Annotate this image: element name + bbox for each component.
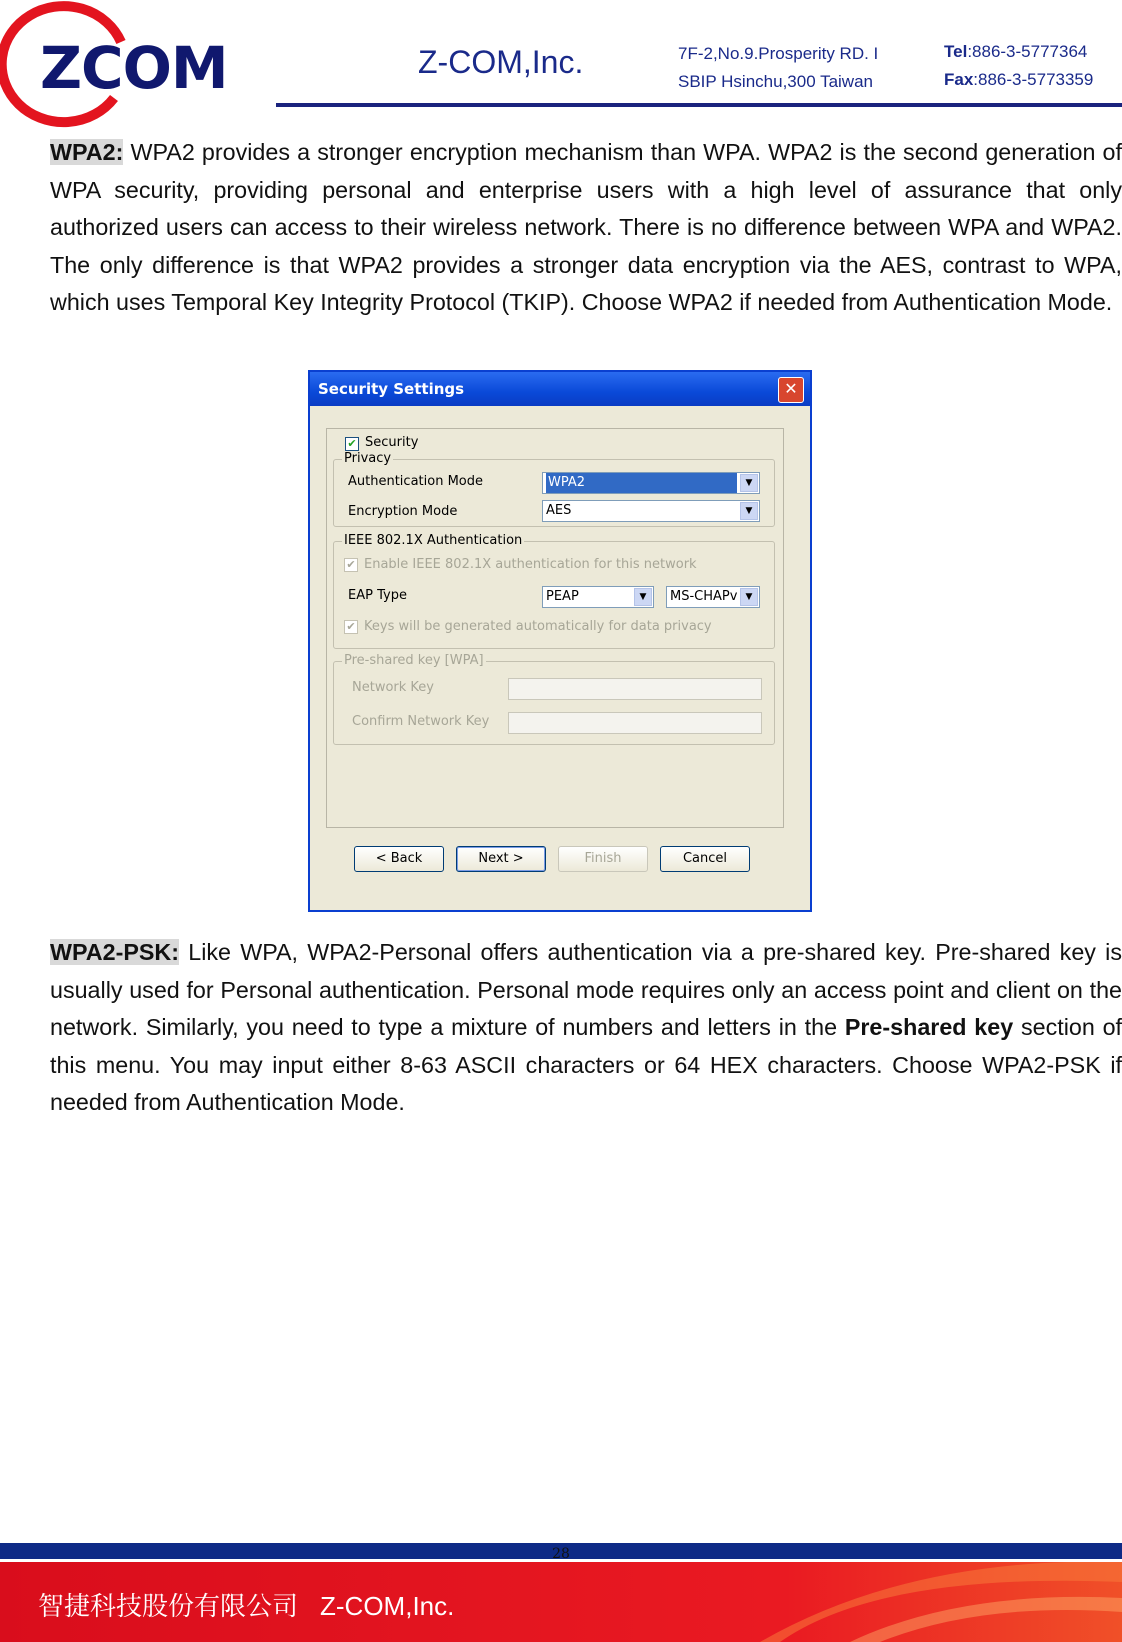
security-checkbox[interactable]: ✔ (345, 437, 359, 451)
finish-button[interactable]: Finish (558, 846, 648, 872)
chevron-down-icon[interactable]: ▼ (634, 588, 652, 606)
address-line-2: SBIP Hsinchu,300 Taiwan (678, 72, 873, 91)
footer-company-cn: 智捷科技股份有限公司 (38, 1591, 299, 1621)
enc-mode-select[interactable] (542, 500, 760, 522)
back-button[interactable]: < Back (354, 846, 444, 872)
footer-company (38, 1586, 454, 1623)
zcom-logo: ZCOM (40, 34, 228, 102)
wpa2-psk-paragraph (50, 934, 1122, 1122)
ieee-group (333, 533, 775, 649)
psk-group-label: Pre-shared key [WPA] (344, 653, 484, 668)
close-icon[interactable]: ✕ (778, 377, 804, 403)
privacy-group (333, 451, 775, 527)
company-name: Z-COM,Inc. (418, 44, 584, 80)
cancel-button[interactable]: Cancel (660, 846, 750, 872)
wpa2-paragraph (50, 134, 1122, 322)
psk-group (333, 653, 775, 745)
wpa2-term: WPA2: (50, 139, 124, 165)
chevron-down-icon[interactable]: ▼ (740, 474, 758, 492)
enc-mode-value: AES (546, 503, 572, 518)
tel-label: Tel (944, 42, 968, 61)
company-contact (944, 38, 1093, 94)
dialog-title-bar (310, 372, 810, 406)
page-number: 28 (552, 1546, 570, 1562)
eap-inner-value: MS-CHAPv (670, 589, 738, 604)
wpa2-psk-description-b: section of this menu. You may input either 8-63 ASCII characters or 64 HEX characters. Choose WPA2-PSK if needed from Authentication Mode. (50, 1014, 1122, 1115)
fax-label: Fax (944, 70, 974, 89)
network-key-field[interactable] (508, 678, 762, 700)
eap-inner-select[interactable] (666, 586, 760, 608)
network-key-label: Network Key (352, 680, 434, 695)
enable-ieee-label: Enable IEEE 802.1X authentication for this network (364, 557, 697, 572)
security-label: Security (365, 435, 419, 450)
confirm-key-label: Confirm Network Key (352, 714, 490, 729)
header-rule (276, 103, 1122, 107)
enc-mode-label: Encryption Mode (348, 504, 458, 519)
keys-auto-label: Keys will be generated automatically for data privacy (364, 619, 712, 634)
enable-ieee-checkbox[interactable]: ✔ (344, 558, 358, 572)
auth-mode-value: WPA2 (546, 473, 737, 493)
dialog-title: Security Settings (318, 380, 465, 398)
company-address (678, 40, 878, 96)
wpa2-psk-term: WPA2-PSK: (50, 939, 179, 965)
keys-auto-checkbox[interactable]: ✔ (344, 620, 358, 634)
footer-swoosh (760, 1562, 1122, 1642)
eap-type-value: PEAP (546, 589, 579, 604)
privacy-group-label: Privacy (344, 451, 392, 466)
auth-mode-select[interactable] (542, 472, 760, 494)
confirm-key-field[interactable] (508, 712, 762, 734)
footer-company-en: Z-COM,Inc. (320, 1591, 455, 1621)
fax-value: :886-3-5773359 (973, 70, 1094, 89)
next-button[interactable]: Next > (456, 846, 546, 872)
eap-type-label: EAP Type (348, 588, 407, 603)
pre-shared-key-term: Pre-shared key (844, 1014, 1014, 1040)
auth-mode-label: Authentication Mode (348, 474, 483, 489)
tel-value: :886-3-5777364 (967, 42, 1088, 61)
address-line-1: 7F-2,No.9.Prosperity RD. I (678, 44, 879, 63)
ieee-group-label: IEEE 802.1X Authentication (344, 533, 523, 548)
eap-type-select[interactable] (542, 586, 654, 608)
wpa2-psk-description-a: Like WPA, WPA2-Personal offers authentication via a pre-shared key. Pre-shared key is usually used for Personal authentication. Personal mode requires only an access point and client on the network. Similarly, you need to type a mixture of numbers and letters in the (50, 939, 1122, 1040)
chevron-down-icon[interactable]: ▼ (740, 502, 758, 520)
wpa2-description: WPA2 provides a stronger encryption mechanism than WPA. WPA2 is the second generation of WPA security, providing personal and enterprise users with a high level of assurance that only authorized users can access to their wireless network. There is no difference between WPA and WPA2. The only difference is that WPA2 provides a stronger data encryption via the AES, contrast to WPA, which uses Temporal Key Integrity Protocol (TKIP). Choose WPA2 if needed from Authentication Mode. (50, 139, 1122, 315)
security-settings-dialog (308, 370, 812, 912)
chevron-down-icon[interactable]: ▼ (740, 588, 758, 606)
settings-panel (326, 428, 784, 828)
